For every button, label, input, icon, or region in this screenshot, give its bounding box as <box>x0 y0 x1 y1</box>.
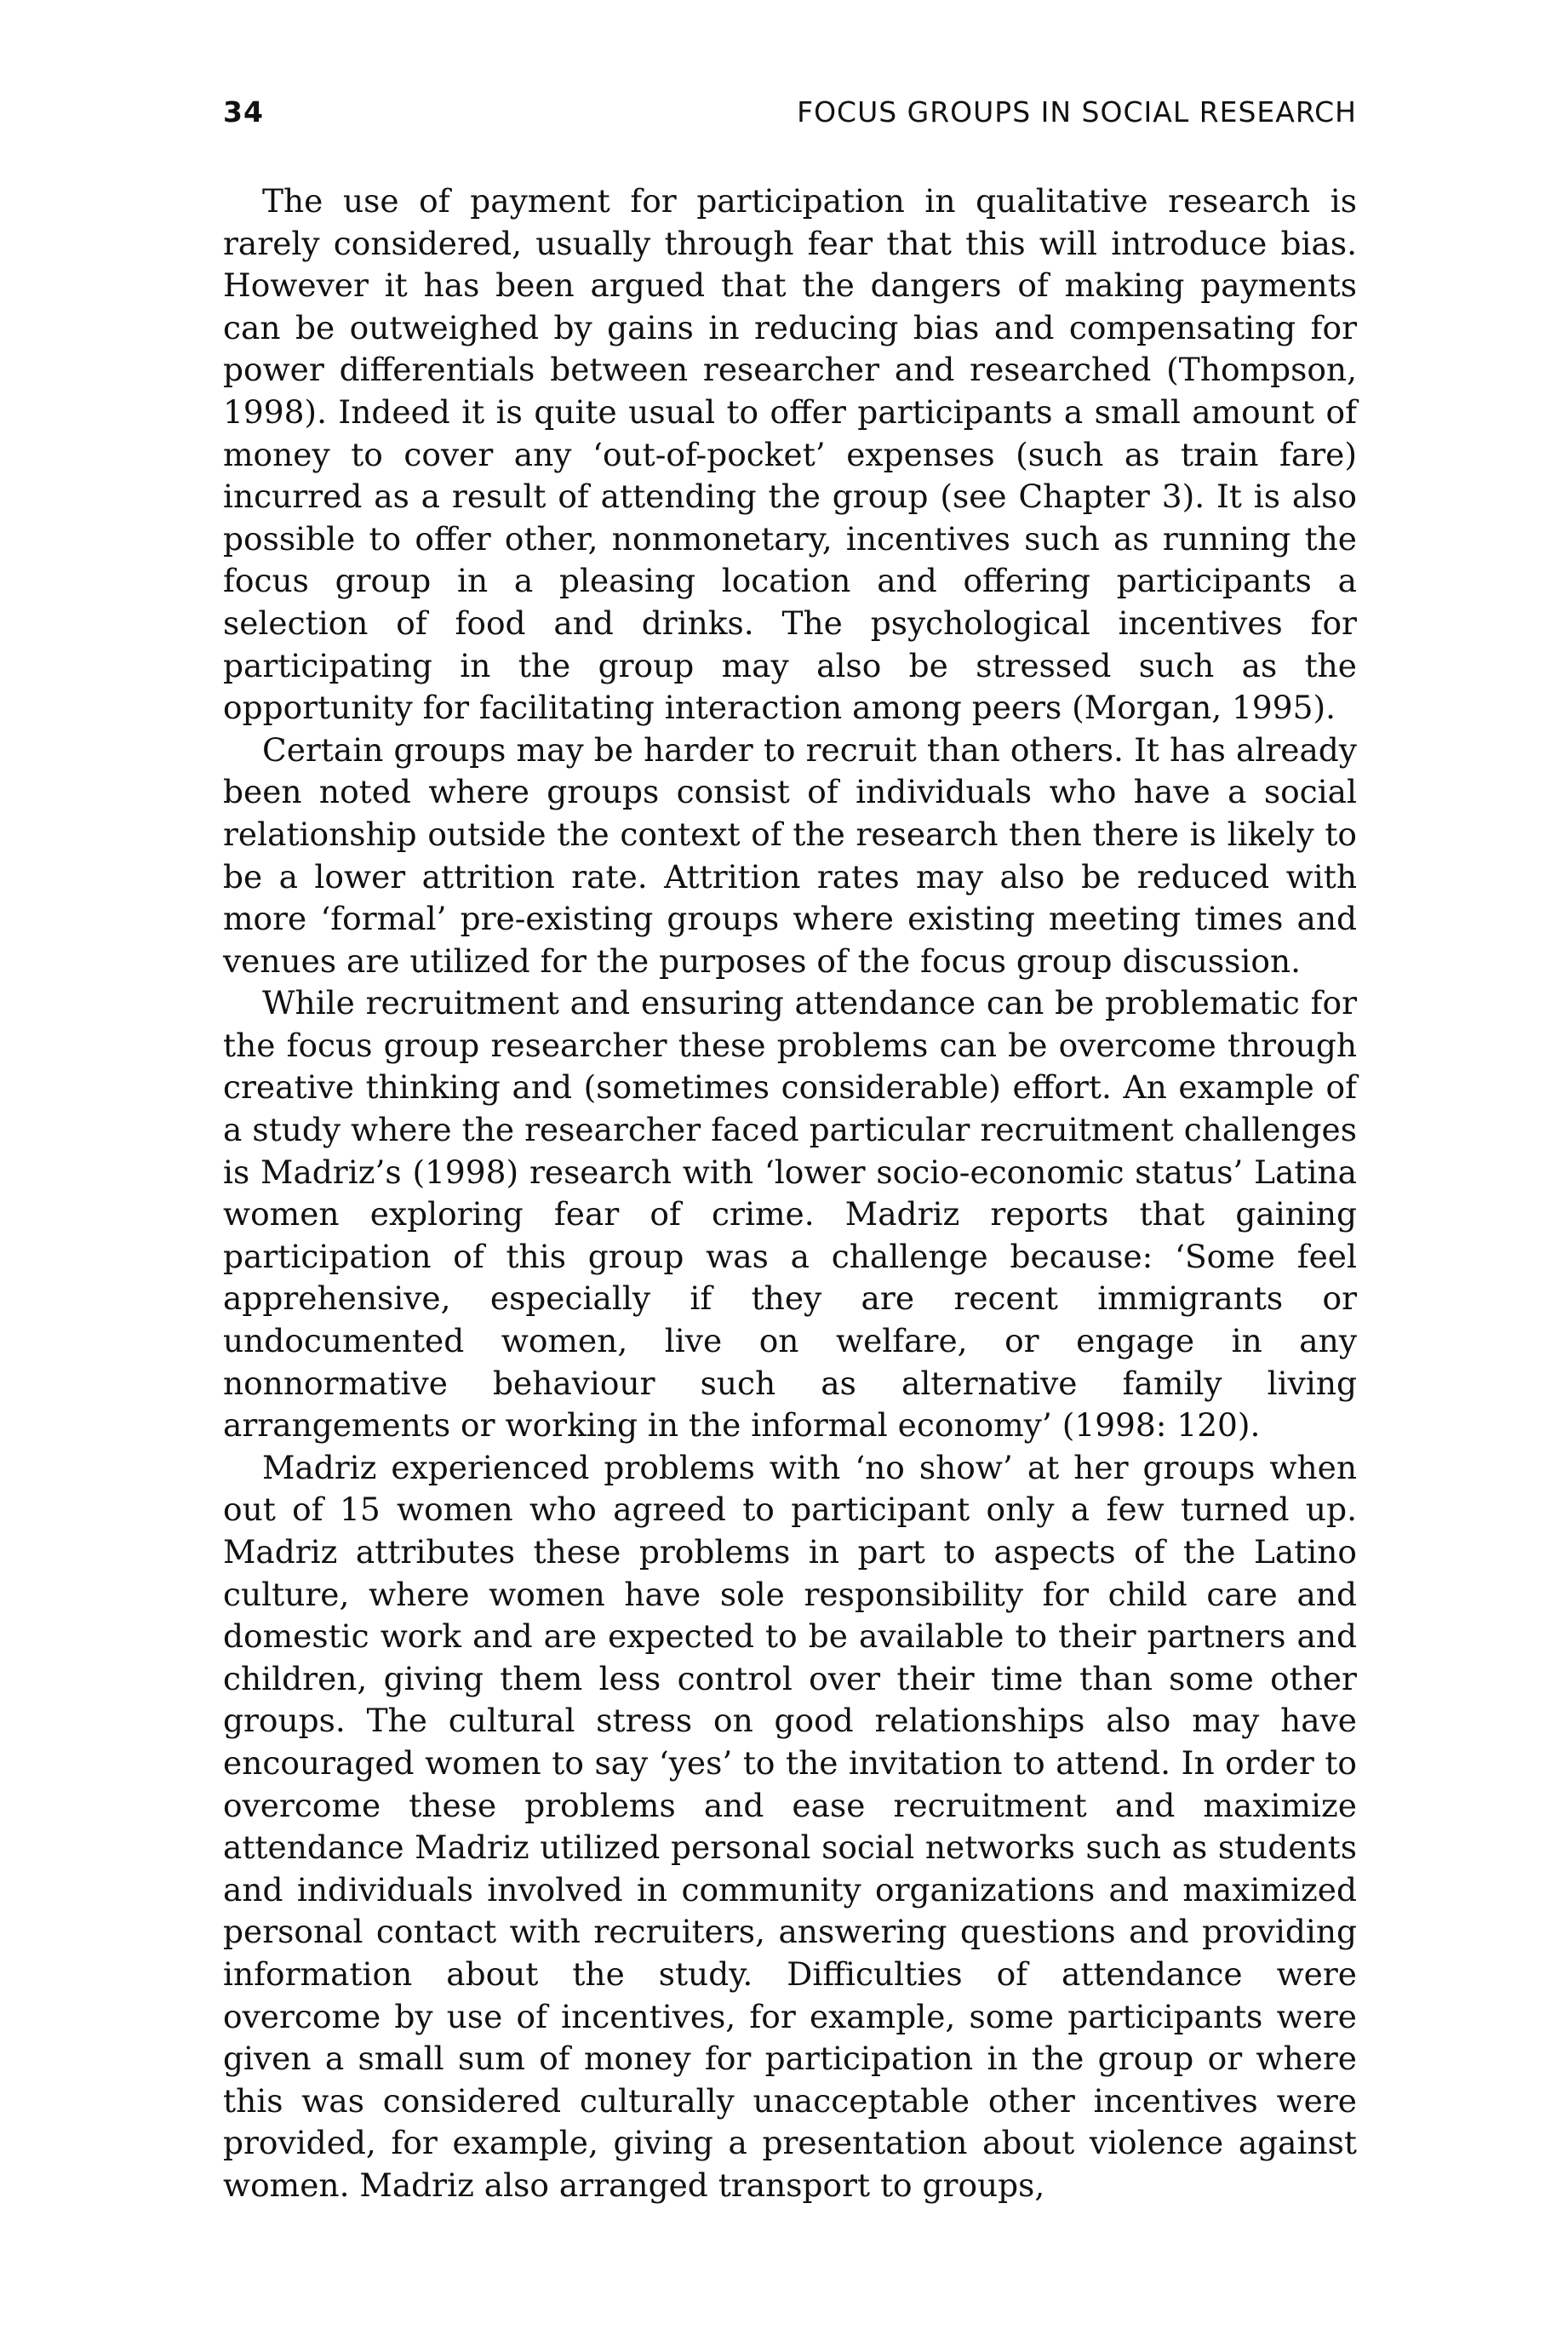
running-head <box>223 95 1357 138</box>
body-text <box>223 180 1357 2207</box>
paragraph-madriz-attendance: Madriz experienced problems with ‘no show’ at her groups when out of 15 women who agreed to participant only a few turned up. Madriz attributes these problems in part to aspects of the Latino culture, where women have sole responsibility for child care and domestic work and are expected to be available to their partners and children, giving them less control over their time than some other groups. The cultural stress on good relationships also may have encouraged women to say ‘yes’ to the invitation to attend. In order to overcome these problems and ease recruitment and maximize attendance Madriz utilized personal social networks such as students and individuals involved in community organizations and maximized personal contact with recruiters, answering questions and providing information about the study. Difficulties of attendance were overcome by use of incentives, for example, some participants were given a small sum of money for participation in the group or where this was considered culturally unacceptable other incentives were provided, for example, giving a presentation about violence against women. Madriz also arranged transport to groups, <box>223 1448 1357 2204</box>
paragraph-payment-incentives: The use of payment for participation in qualitative research is rarely considered, usually through fear that this will introduce bias. However it has been argued that the dangers of making payments can be outweighed by gains in reducing bias and compensating for power differentials between researcher and researched (Thompson, 1998). Indeed it is quite usual to offer participants a small amount of money to cover any ‘out-of-pocket’ expenses (such as train fare) incurred as a result of attending the group (see Chapter 3). It is also possible to offer other, nonmonetary, incentives such as running the focus group in a pleasing location and offering participants a selection of food and drinks. The psychological incentives for participating in the group may also be stressed such as the opportunity for facilitating interaction among peers (Morgan, 1995). <box>223 182 1357 727</box>
paragraph-recruitment-difficulty: Certain groups may be harder to recruit than others. It has already been noted where groups consist of individuals who have a social relationship outside the context of the research then there is likely to be a lower attrition rate. Attrition rates may also be reduced with more ‘formal’ pre-existing groups where existing meeting times and venues are utilized for the purposes of the focus group discussion. <box>223 730 1357 980</box>
page-number: 34 <box>223 95 264 129</box>
paragraph-madriz-recruitment: While recruitment and ensuring attendance can be problematic for the focus group researcher these problems can be overcome through creative thinking and (sometimes considerable) effort. An example of a study where the researcher faced particular recruitment challenges is Madriz’s (1998) research with ‘lower socio-economic status’ Latina women exploring fear of crime. Madriz reports that gaining participation of this group was a challenge because: ‘Some feel apprehensive, especially if they are recent immigrants or undocumented women, live on welfare, or engage in any nonnormative behaviour such as alternative family living arrangements or working in the informal economy’ (1998: 120). <box>223 984 1357 1445</box>
running-title: FOCUS GROUPS IN SOCIAL RESEARCH <box>797 95 1357 129</box>
